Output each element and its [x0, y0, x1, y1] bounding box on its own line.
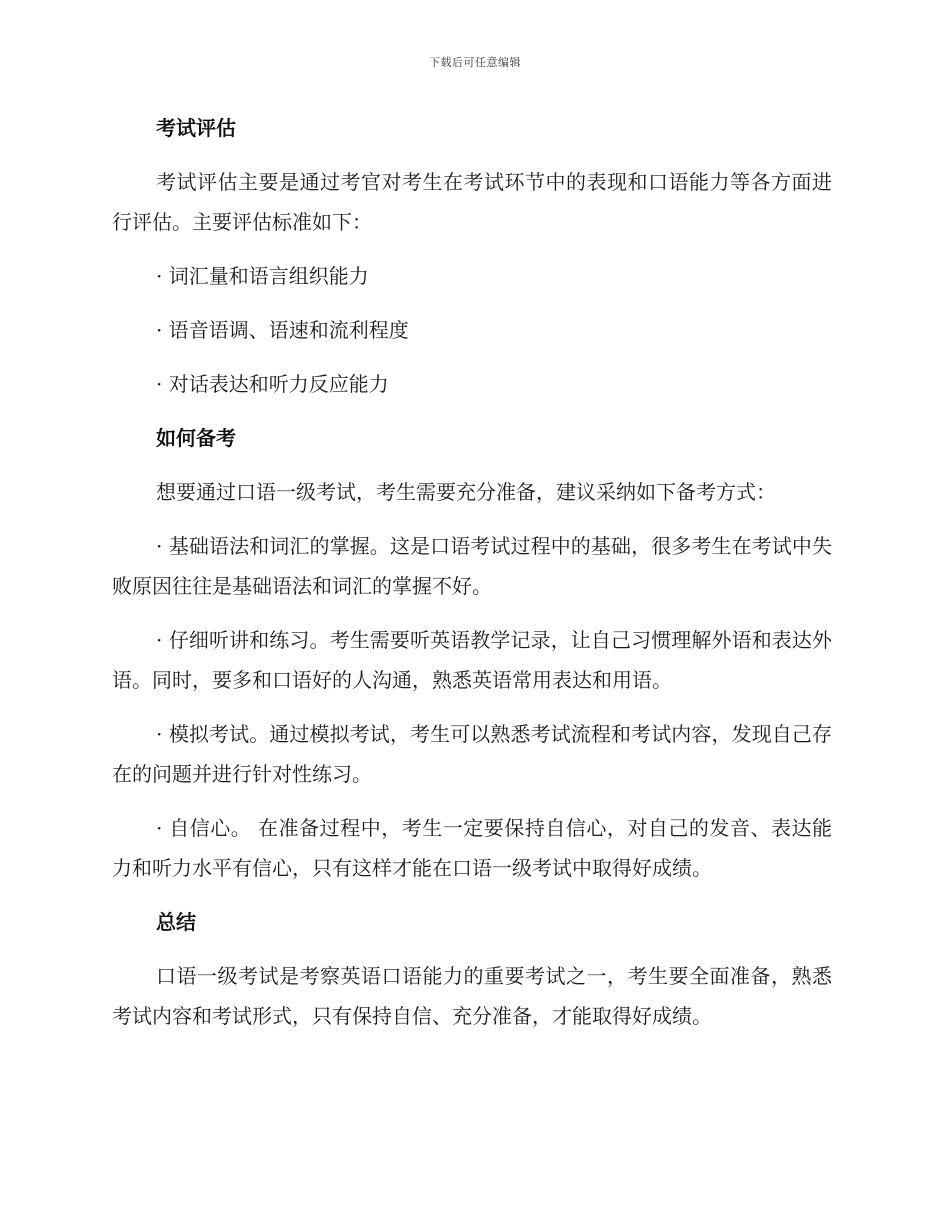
paragraph-exam-evaluation-intro: 考试评估主要是通过考官对考生在考试环节中的表现和口语能力等各方面进行评估。主要评估标准如下：	[112, 170, 832, 234]
header-note: 下载后可任意编辑	[429, 56, 521, 69]
bullet-vocabulary: · 词汇量和语言组织能力	[156, 264, 369, 288]
bullet-listening-practice: · 仔细听讲和练习。考生需要听英语教学记录，让自己习惯理解外语和表达外语。同时，要多和口语好的人沟通，熟悉英语常用表达和用语。	[112, 628, 832, 692]
bullet-pronunciation: · 语音语调、语速和流利程度	[156, 318, 409, 342]
section-heading-summary: 总结	[156, 910, 196, 934]
paragraph-preparation-intro: 想要通过口语一级考试，考生需要充分准备，建议采纳如下备考方式：	[156, 480, 776, 504]
bullet-dialogue: · 对话表达和听力反应能力	[156, 372, 389, 396]
bullet-grammar: · 基础语法和词汇的掌握。这是口语考试过程中的基础，很多考生在考试中失败原因往往是基础语法和词汇的掌握不好。	[112, 534, 832, 598]
bullet-mock-exam: · 模拟考试。通过模拟考试，考生可以熟悉考试流程和考试内容，发现自己存在的问题并进行针对性练习。	[112, 722, 832, 786]
paragraph-summary: 口语一级考试是考察英语口语能力的重要考试之一，考生要全面准备，熟悉考试内容和考试形式，只有保持自信、充分准备，才能取得好成绩。	[112, 964, 832, 1028]
section-heading-preparation: 如何备考	[156, 426, 236, 450]
section-heading-exam-evaluation: 考试评估	[156, 116, 236, 140]
bullet-confidence: · 自信心。 在准备过程中，考生一定要保持自信心，对自己的发音、表达能力和听力水平有信心，只有这样才能在口语一级考试中取得好成绩。	[112, 816, 832, 880]
document-body	[112, 108, 832, 1050]
